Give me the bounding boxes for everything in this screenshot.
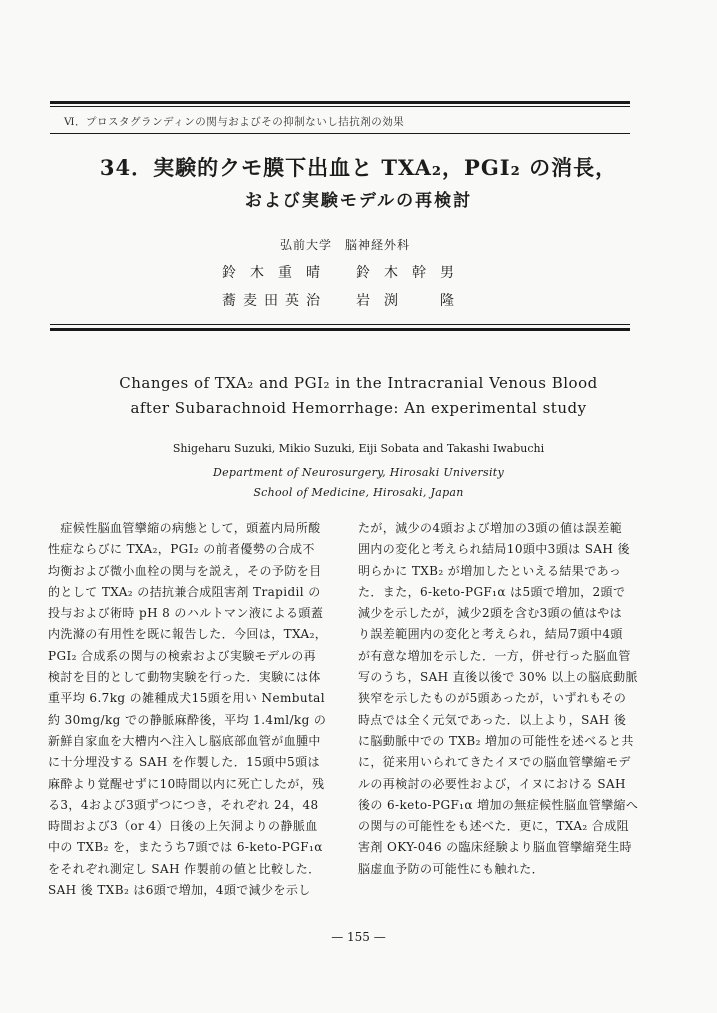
body-column-left [48, 518, 338, 901]
body-text-line: た．また，6-keto-PGF₁α は5頭で増加，2頭で [358, 584, 626, 599]
author-jp: 鈴木重晴 [222, 265, 334, 281]
body-text-line: に脳動脈中での TXB₂ 増加の可能性を述べると共 [358, 733, 634, 748]
body-text-line: 脳虚血予防の可能性にも触れた． [358, 861, 545, 876]
body-text-line: 明らかに TXB₂ が増加したといえる結果であっ [358, 563, 622, 578]
body-text-line: 重平均 6.7kg の雑種成犬15頭を用い Nembutal [48, 691, 325, 706]
header-rule-top [50, 101, 630, 104]
body-text-line: 約 30mg/kg での静脈麻酔後，平均 1.4ml/kg の [48, 712, 327, 727]
header-rule-bottom [50, 106, 630, 107]
body-text-line: 囲内の変化と考えられ結局10頭中3頭は SAH 後 [358, 542, 630, 557]
department-en: Department of Neurosurgery, Hirosaki University [212, 466, 504, 479]
title-en-line2: after Subarachnoid Hemorrhage: An experimental study [130, 399, 587, 417]
author-jp: 鈴木幹男 [356, 265, 468, 281]
title-block-rule-thick [50, 328, 630, 331]
body-text-line: 性症ならびに TXA₂，PGI₂ の前者優勢の合成不 [48, 542, 315, 557]
body-text-line: SAH 後 TXB₂ は6頭で増加，4頭で減少を示し [48, 883, 311, 898]
body-text-line: の関与の可能性をも述べた．更に，TXA₂ 合成阻 [358, 819, 630, 834]
title-jp-line2: および実験モデルの再検討 [244, 191, 473, 211]
body-text-line: PGI₂ 合成系の関与の検索および実験モデルの再 [48, 648, 317, 663]
body-text-line: が有意な増加を示した．一方，併せ行った脳血管 [358, 648, 631, 663]
body-column-right [358, 518, 648, 880]
body-text-line: る3，4および3頭ずつにつき，それぞれ 24，48 [48, 797, 319, 812]
body-text-line: 中の TXB₂ を，またうち7頭では 6-keto-PGF₁α [48, 840, 323, 855]
body-text-line: 後の 6-keto-PGF₁α 増加の無症候性脳血管攣縮へ [358, 797, 639, 812]
body-text-line: に，従来用いられてきたイヌでの脳血管攣縮モデ [358, 755, 631, 770]
body-text-line: たが，減少の4頭および増加の3頭の値は誤差範 [358, 521, 623, 535]
body-text-line: 麻酔より覚醒せずに10時間以内に死亡したが，残 [48, 776, 325, 791]
body-text-line: 狭窄を示したものが5頭あったが，いずれもその [358, 691, 627, 706]
body-text-line: 新鮮自家血を大槽内へ注入し脳底部血管が血腫中 [48, 733, 321, 748]
body-text-line: 投与および術時 pH 8 のハルトマン液による頭蓋 [48, 606, 324, 621]
school-en: School of Medicine, Hirosaki, Japan [253, 486, 464, 499]
title-jp-line1: 34．実験的クモ膜下出血と TXA₂，PGI₂ の消長， [99, 155, 618, 180]
body-text-line: ルの再検討の必要性および，イヌにおける SAH [358, 776, 626, 791]
title-block-rule-thin [50, 324, 630, 325]
body-text-line: 時点では全く元気であった．以上より，SAH 後 [358, 712, 627, 727]
body-text-line: 検討を目的として動物実験を行った．実験には体 [48, 670, 321, 685]
body-text-line: 写のうち，SAH 直後以後で 30% 以上の脳底動脈 [358, 670, 638, 685]
body-text-line: をそれぞれ測定し SAH 作製前の値と比較した． [48, 861, 321, 876]
section-rule [50, 133, 630, 134]
body-text-line: 的として TXA₂ の拮抗兼合成阻害剤 Trapidil の [48, 584, 321, 599]
body-text-line: 内洗滌の有用性を既に報告した．今回は，TXA₂， [48, 627, 328, 642]
body-text-line: に十分埋没する SAH を作製した．15頭中5頭は [48, 755, 320, 770]
author-jp: 蕎麦田英治 [222, 293, 327, 309]
affiliation-jp: 弘前大学 脳神経外科 [280, 238, 411, 252]
body-text-line: り誤差範囲内の変化と考えられ，結局7頭中4頭 [358, 627, 623, 642]
body-text-line: 均衡および微小血栓の関与を説え，その予防を目 [48, 563, 322, 578]
body-text-line: 時間および3（or 4）日後の上矢洞よりの静脈血 [48, 819, 318, 834]
body-text-line: 症候性脳血管攣縮の病態として，頭蓋内局所酸 [48, 521, 321, 535]
author-jp: 岩渕 隆 [356, 293, 468, 309]
authors-en: Shigeharu Suzuki, Mikio Suzuki, Eiji Sobata and Takashi Iwabuchi [172, 442, 545, 455]
title-en-line1: Changes of TXA₂ and PGI₂ in the Intracranial Venous Blood [119, 374, 598, 392]
body-text-line: 減少を示したが，減少2頭を含む3頭の値はやは [358, 606, 623, 621]
section-header: Ⅵ．プロスタグランディンの関与およびその抑制ないし拮抗剤の効果 [64, 116, 405, 128]
body-text-line: 害剤 OKY-046 の臨床経験より脳血管攣縮発生時 [358, 840, 633, 855]
page-number: — 155 — [331, 930, 386, 944]
